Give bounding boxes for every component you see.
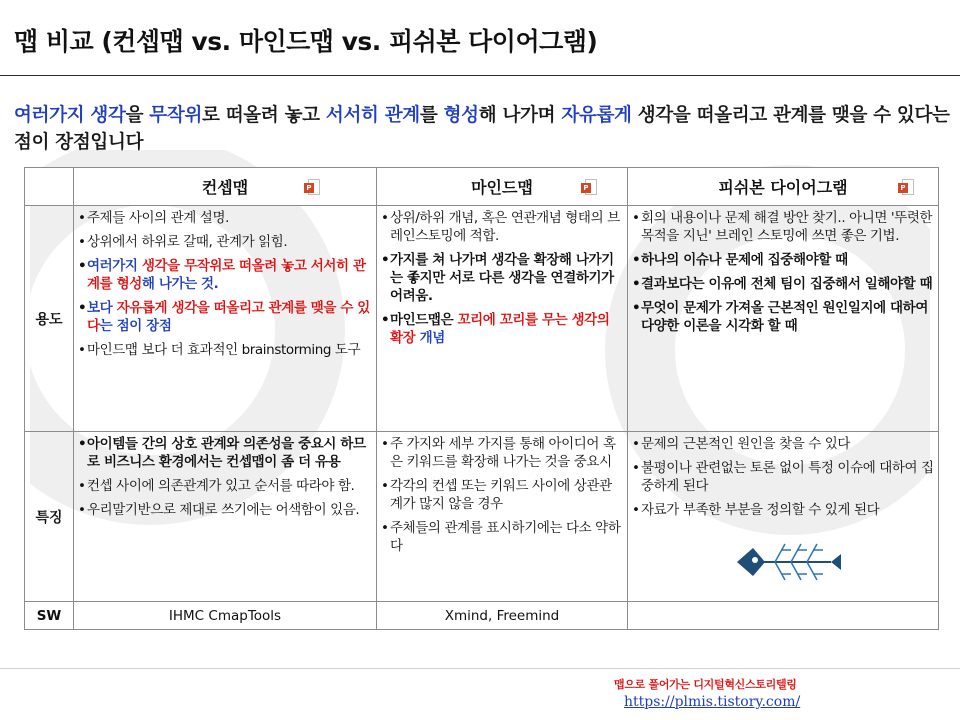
row-label-usage: 용도: [25, 206, 74, 432]
list-item: • 주체들의 관계를 표시하기에는 다소 약하다: [381, 519, 623, 555]
summary-part: 생각을 떠올리고 관계를 맺을 수 있다는 점이 장점입니다: [14, 105, 950, 153]
header-fishbone: [628, 168, 939, 206]
table-header-row: [25, 168, 939, 206]
usage-fishbone-cell: [628, 206, 939, 432]
summary-part: 해 나가며: [478, 105, 562, 126]
list-item: • 주 가지와 세부 가지를 통해 아이디어 혹은 키워드를 확장해 나가는 것을 중요시: [381, 435, 623, 471]
header-concept-map: [74, 168, 377, 206]
powerpoint-file-icon[interactable]: P: [304, 179, 320, 195]
summary-part: 여러가지 생각: [14, 105, 126, 126]
row-label-feature: 특징: [25, 432, 74, 602]
summary-part: 형성: [443, 105, 479, 126]
sw-mind-cell: Xmind, Freemind: [377, 602, 628, 630]
list-item: • 가지를 쳐 나가며 생각을 확장해 나가기는 좋지만 서로 다른 생각을 연결하기가 어려움.: [381, 251, 623, 305]
sw-concept-cell: IHMC CmapTools: [74, 602, 377, 630]
sw-fishbone-cell: [628, 602, 939, 630]
summary-part: 자유롭게: [561, 105, 632, 126]
table-row-sw: [25, 602, 939, 630]
footer-link[interactable]: https://plmis.tistory.com/: [624, 694, 801, 710]
list-item: • 컨셉 사이에 의존관계가 있고 순서를 따라야 함.: [78, 477, 372, 495]
summary-part: 를: [419, 105, 444, 126]
summary-text: [14, 102, 954, 156]
item-part: 생각을 무작위로 떠올려 놓고 서서히 관계를 형성: [87, 258, 366, 292]
list-item: • 상위/하위 개념, 혹은 연관개념 형태의 브레인스토밍에 적합.: [381, 209, 623, 245]
item-part: 개념: [415, 330, 445, 346]
powerpoint-file-icon[interactable]: P: [581, 179, 597, 195]
title-bar: [0, 0, 960, 76]
item-part: 여러가지: [87, 258, 142, 274]
list-item: [78, 257, 372, 293]
footer-title: 맵으로 풀어가는 디지털혁신스토리텔링: [614, 678, 797, 691]
list-item: • 우리말기반으로 제대로 쓰기에는 어색함이 있음.: [78, 501, 372, 519]
list-item: • 하나의 이슈나 문제에 집중해야할 때: [632, 251, 934, 269]
list-item: [78, 299, 372, 335]
usage-mind-cell: [377, 206, 628, 432]
list-item: [381, 311, 623, 347]
list-item: • 각각의 컨셉 또는 키워드 사이에 상관관계가 많지 않을 경우: [381, 477, 623, 513]
header-mind-map: [377, 168, 628, 206]
list-item: • 마인드맵 보다 더 효과적인 brainstorming 도구: [78, 341, 372, 359]
item-part: 자유롭게 생각을 떠올리고 관계를 맺을 수 있다: [87, 300, 370, 334]
header-label: 피쉬본 다이어그램: [718, 178, 848, 197]
item-part: 꼬리에 꼬리를 무는 생각의 확장: [390, 312, 610, 346]
table-row-usage: [25, 206, 939, 432]
summary-part: 을: [125, 105, 150, 126]
list-item: • 회의 내용이나 문제 해결 방안 찾기.. 아니면 '뚜렷한 목적을 지닌' 브레인 스토밍에 쓰면 좋은 기법.: [632, 209, 934, 245]
list-item: • 상위에서 하위로 갈때, 관계가 읽힘.: [78, 233, 372, 251]
page-title: 맵 비교 (컨셉맵 vs. 마인드맵 vs. 피쉬본 다이어그램): [14, 27, 598, 56]
row-label-sw: SW: [25, 602, 74, 630]
list-item: • 자료가 부족한 부분을 정의할 수 있게 된다: [632, 501, 934, 519]
item-part: 는 점이 장점: [99, 318, 172, 334]
list-item: • 문제의 근본적인 원인을 찾을 수 있다: [632, 435, 934, 453]
list-item: • 결과보다는 이유에 전체 팀이 집중해서 일해야할 때: [632, 275, 934, 293]
list-item: • 불평이나 관련없는 토론 없이 특정 이슈에 대하여 집중하게 된다: [632, 459, 934, 495]
header-label: 마인드맵: [471, 178, 533, 197]
footer-divider: [0, 668, 960, 669]
header-label: 컨셉맵: [201, 178, 249, 197]
summary-part: 서서히 관계: [325, 105, 420, 126]
usage-concept-cell: [74, 206, 377, 432]
item-part: 마인드맵은: [390, 312, 458, 328]
item-part: 보다: [87, 300, 117, 316]
fishbone-diagram-icon: [735, 536, 841, 584]
feature-mind-cell: [377, 432, 628, 602]
list-item: • 주제들 사이의 관계 설명.: [78, 209, 372, 227]
summary-part: 로 떠올려 놓고: [202, 105, 326, 126]
feature-concept-cell: [74, 432, 377, 602]
list-item: • 무엇이 문제가 가져올 근본적인 원인일지에 대하여 다양한 이론을 시각화 할 때: [632, 299, 934, 335]
list-item: • 아이템들 간의 상호 관계와 의존성을 중요시 하므로 비즈니스 환경에서는 컨셉맵이 좀 더 유용: [78, 435, 372, 471]
summary-part: 무작위: [149, 105, 203, 126]
header-corner: [25, 168, 74, 206]
item-part: 해 나가는 것.: [141, 276, 219, 292]
powerpoint-file-icon[interactable]: P: [898, 179, 914, 195]
